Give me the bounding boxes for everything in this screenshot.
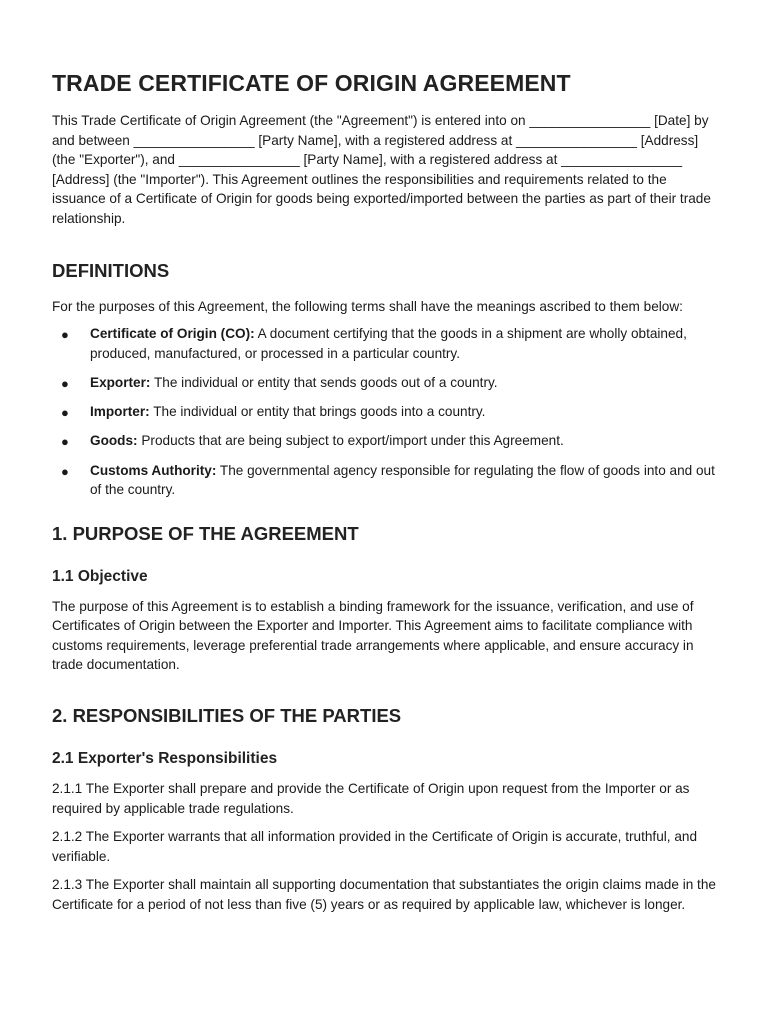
definition-text: The individual or entity that sends goods out of a country. <box>150 374 498 390</box>
definitions-heading: DEFINITIONS <box>52 259 170 281</box>
definition-term: Certificate of Origin (CO): <box>90 326 255 342</box>
definition-text: The governmental agency responsible for regulating the flow of goods into and out of the country. <box>90 462 715 498</box>
section-2-heading: 2. RESPONSIBILITIES OF THE PARTIES <box>52 705 402 727</box>
bullet-icon: ● <box>61 463 69 479</box>
definitions-intro: For the purposes of this Agreement, the following terms shall have the meanings ascribed to them below: <box>52 298 683 314</box>
section-1-1-heading: 1.1 Objective <box>52 567 148 585</box>
definition-text: The individual or entity that brings goods into a country. <box>149 404 486 420</box>
bullet-icon: ● <box>61 405 69 421</box>
definition-item <box>52 373 722 393</box>
definition-text: A document certifying that the goods in a shipment are wholly obtained, produced, manufactured, or processed in a particular country. <box>90 326 687 361</box>
document-title: TRADE CERTIFICATE OF ORIGIN AGREEMENT <box>52 70 571 96</box>
clause-2-1-3: 2.1.3 The Exporter shall maintain all supporting documentation that substantiates the origin claims made in the Certificate for a period of not less than five (5) years or as required by applicable law, whichever is longer. <box>52 877 716 913</box>
definition-term: Importer: <box>90 404 150 420</box>
section-1-heading: 1. PURPOSE OF THE AGREEMENT <box>52 522 359 544</box>
intro-paragraph: This Trade Certificate of Origin Agreement (the "Agreement") is entered into on ________________ [Date] by and between ________________ [Party Name], with a registered address at ________________ [Address] (the "Exporter"), and ________________ [Party Name], with a registered address at ________________ [Address] (the "Importer"). This Agreement outlines the responsibilities and requirements related to the issuance of a Certificate of Origin for goods being exported/imported between the parties as part of their trade relationship. <box>52 113 711 226</box>
clause-2-1-1: 2.1.1 The Exporter shall prepare and provide the Certificate of Origin upon request from the Importer or as required by applicable trade regulations. <box>52 781 690 816</box>
section-2-1-heading: 2.1 Exporter's Responsibilities <box>52 750 278 768</box>
definition-item <box>52 402 722 422</box>
definition-term: Goods: <box>90 433 138 449</box>
bullet-icon: ● <box>61 434 69 450</box>
bullet-icon: ● <box>61 327 69 343</box>
definitions-list <box>52 324 722 500</box>
section-1-1-paragraph: The purpose of this Agreement is to establish a binding framework for the issuance, verification, and use of Certificates of Origin between the Exporter and Importer. This Agreement aims to facilitate compliance with customs requirements, leverage preferential trade arrangements where applicable, and ensure accuracy in trade documentation. <box>52 598 694 673</box>
definition-term: Customs Authority: <box>90 462 217 478</box>
clause-2-1-2: 2.1.2 The Exporter warrants that all information provided in the Certificate of Origin is accurate, truthful, and verifiable. <box>52 829 698 864</box>
definition-item <box>52 461 722 500</box>
definition-item <box>52 324 722 363</box>
definition-item <box>52 431 722 451</box>
definition-text: Products that are being subject to export/import under this Agreement. <box>137 433 564 449</box>
bullet-icon: ● <box>61 375 69 391</box>
definition-term: Exporter: <box>90 374 151 390</box>
